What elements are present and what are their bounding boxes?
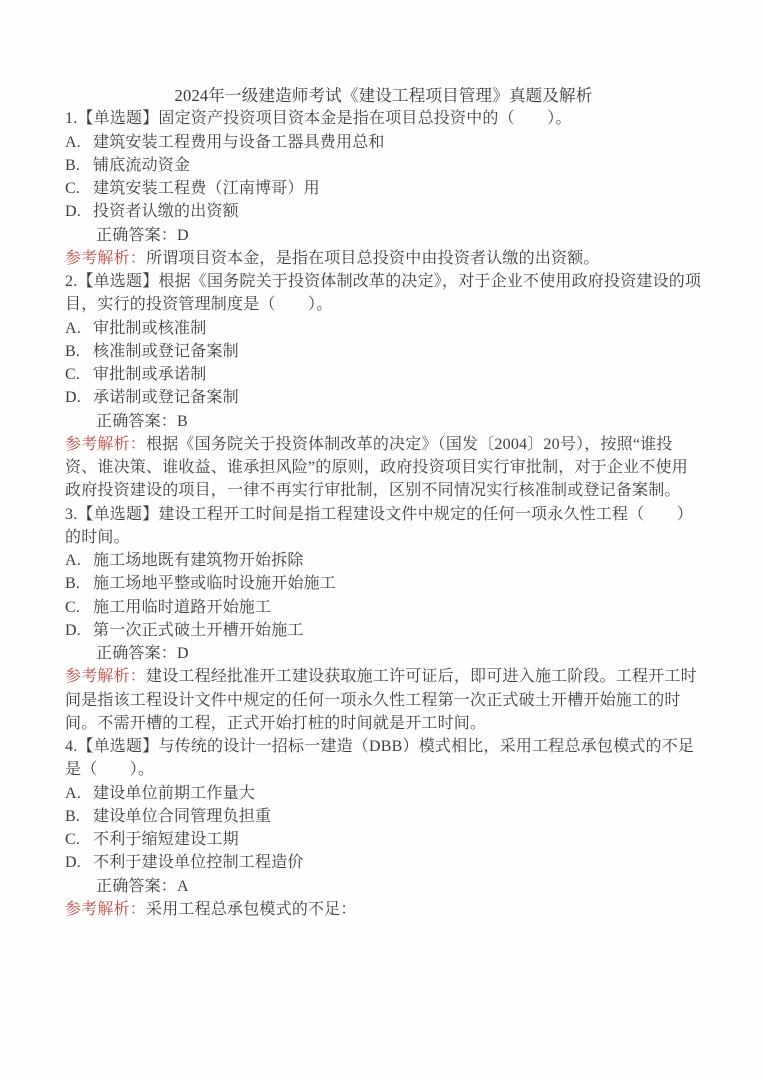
question-stem: 3.【单选题】建设工程开工时间是指工程建设文件中规定的任何一项永久性工程（ ）的时间。 — [65, 505, 694, 546]
option-row — [65, 200, 702, 223]
option-row — [65, 131, 702, 154]
option-letter: D. — [65, 854, 81, 872]
answer-line — [65, 642, 702, 665]
option-text: 第一次正式破土开槽开始施工 — [93, 621, 304, 639]
analysis-label: 参考解析： — [65, 668, 147, 686]
option-text: 施工场地平整或临时设施开始施工 — [93, 575, 337, 593]
analysis-label: 参考解析： — [65, 900, 147, 918]
answer-prefix: 正确答案： — [96, 412, 178, 430]
answer-line — [65, 224, 702, 247]
option-letter: D. — [65, 203, 81, 221]
option-text: 建设单位合同管理负担重 — [93, 807, 272, 825]
option-letter: D. — [65, 621, 81, 639]
analysis-text: 建设工程经批准开工建设获取施工许可证后，即可进入施工阶段。工程开工时间是指该工程设计文件中规定的任何一项永久性工程第一次正式破土开槽开始施工的时间。不需开槽的工程，正式开始打桩的时间就是开工时间。 — [65, 668, 697, 732]
answer-value: B — [177, 412, 188, 430]
option-text: 施工场地既有建筑物开始拆除 — [93, 552, 304, 569]
option-letter: A. — [65, 784, 81, 802]
option-row — [65, 596, 702, 619]
question-block-4 — [65, 735, 702, 921]
option-letter: D. — [65, 389, 81, 407]
analysis-text: 根据《国务院关于投资体制改革的决定》（国发〔2004〕20号），按照“谁投资、谁决策、谁收益、谁承担风险”的原则，政府投资项目实行审批制，对于企业不使用政府投资建设的项目，一律不再实行审批制，区别不同情况实行核准制或登记备案制。 — [65, 435, 688, 500]
option-row — [65, 317, 702, 340]
option-text: 施工用临时道路开始施工 — [93, 598, 272, 616]
option-text: 审批制或核准制 — [93, 319, 207, 337]
analysis-line — [65, 898, 702, 921]
option-row — [65, 619, 702, 642]
analysis-text: 所谓项目资本金，是指在项目总投资中由投资者认缴的出资额。 — [146, 249, 600, 267]
question-block-1 — [65, 107, 702, 270]
option-letter: B. — [65, 156, 81, 174]
option-row — [65, 851, 702, 874]
answer-value: D — [177, 226, 189, 244]
option-text: 不利于缩短建设工期 — [93, 831, 239, 848]
option-row — [65, 177, 702, 200]
option-letter: A. — [65, 319, 81, 337]
option-letter: B. — [65, 342, 81, 360]
option-letter: B. — [65, 807, 81, 825]
option-text: 建筑安装工程费用与设备工器具费用总和 — [93, 133, 385, 151]
option-letter: C. — [65, 831, 81, 848]
option-text: 核准制或登记备案制 — [93, 342, 239, 360]
analysis-line — [65, 665, 702, 735]
option-text: 审批制或承诺制 — [93, 366, 207, 383]
answer-value: A — [177, 877, 189, 895]
option-letter: C. — [65, 598, 81, 616]
answer-prefix: 正确答案： — [96, 645, 178, 662]
option-row — [65, 363, 702, 386]
answer-value: D — [177, 645, 189, 662]
analysis-label: 参考解析： — [65, 249, 147, 267]
answer-prefix: 正确答案： — [96, 877, 178, 895]
option-text: 铺底流动资金 — [93, 156, 191, 174]
analysis-label: 参考解析： — [65, 435, 147, 453]
option-row — [65, 828, 702, 851]
question-stem: 1.【单选题】固定资产投资项目资本金是指在项目总投资中的（ ）。 — [65, 110, 572, 128]
question-block-2 — [65, 270, 702, 503]
answer-prefix: 正确答案： — [96, 226, 178, 244]
option-letter: C. — [65, 180, 81, 197]
option-text: 不利于建设单位控制工程造价 — [93, 854, 304, 872]
option-row — [65, 340, 702, 363]
question-stem: 2.【单选题】根据《国务院关于投资体制改革的决定》，对于企业不使用政府投资建设的项目，实行的投资管理制度是（ ）。 — [65, 273, 702, 314]
option-row — [65, 154, 702, 177]
option-row — [65, 572, 702, 595]
analysis-line — [65, 433, 702, 503]
question-stem: 4.【单选题】与传统的设计一招标一建造（DBB）模式相比，采用工程总承包模式的不足是（ ）。 — [65, 738, 695, 779]
option-row — [65, 386, 702, 409]
analysis-text: 采用工程总承包模式的不足： — [146, 900, 357, 918]
option-row — [65, 805, 702, 828]
answer-line — [65, 410, 702, 433]
question-block-3 — [65, 503, 702, 736]
document-content — [65, 84, 702, 921]
option-text: 承诺制或登记备案制 — [93, 389, 239, 407]
option-row — [65, 782, 702, 805]
analysis-line — [65, 247, 702, 270]
option-letter: A. — [65, 133, 81, 151]
option-letter: C. — [65, 366, 81, 383]
option-letter: A. — [65, 552, 81, 569]
option-text: 投资者认缴的出资额 — [93, 203, 239, 221]
option-row — [65, 549, 702, 572]
option-text: 建设单位前期工作量大 — [93, 784, 256, 802]
page-title: 2024年一级建造师考试《建设工程项目管理》真题及解析 — [174, 86, 593, 105]
answer-line — [65, 875, 702, 898]
option-text: 建筑安装工程费（江南博哥）用 — [93, 180, 320, 197]
option-letter: B. — [65, 575, 81, 593]
